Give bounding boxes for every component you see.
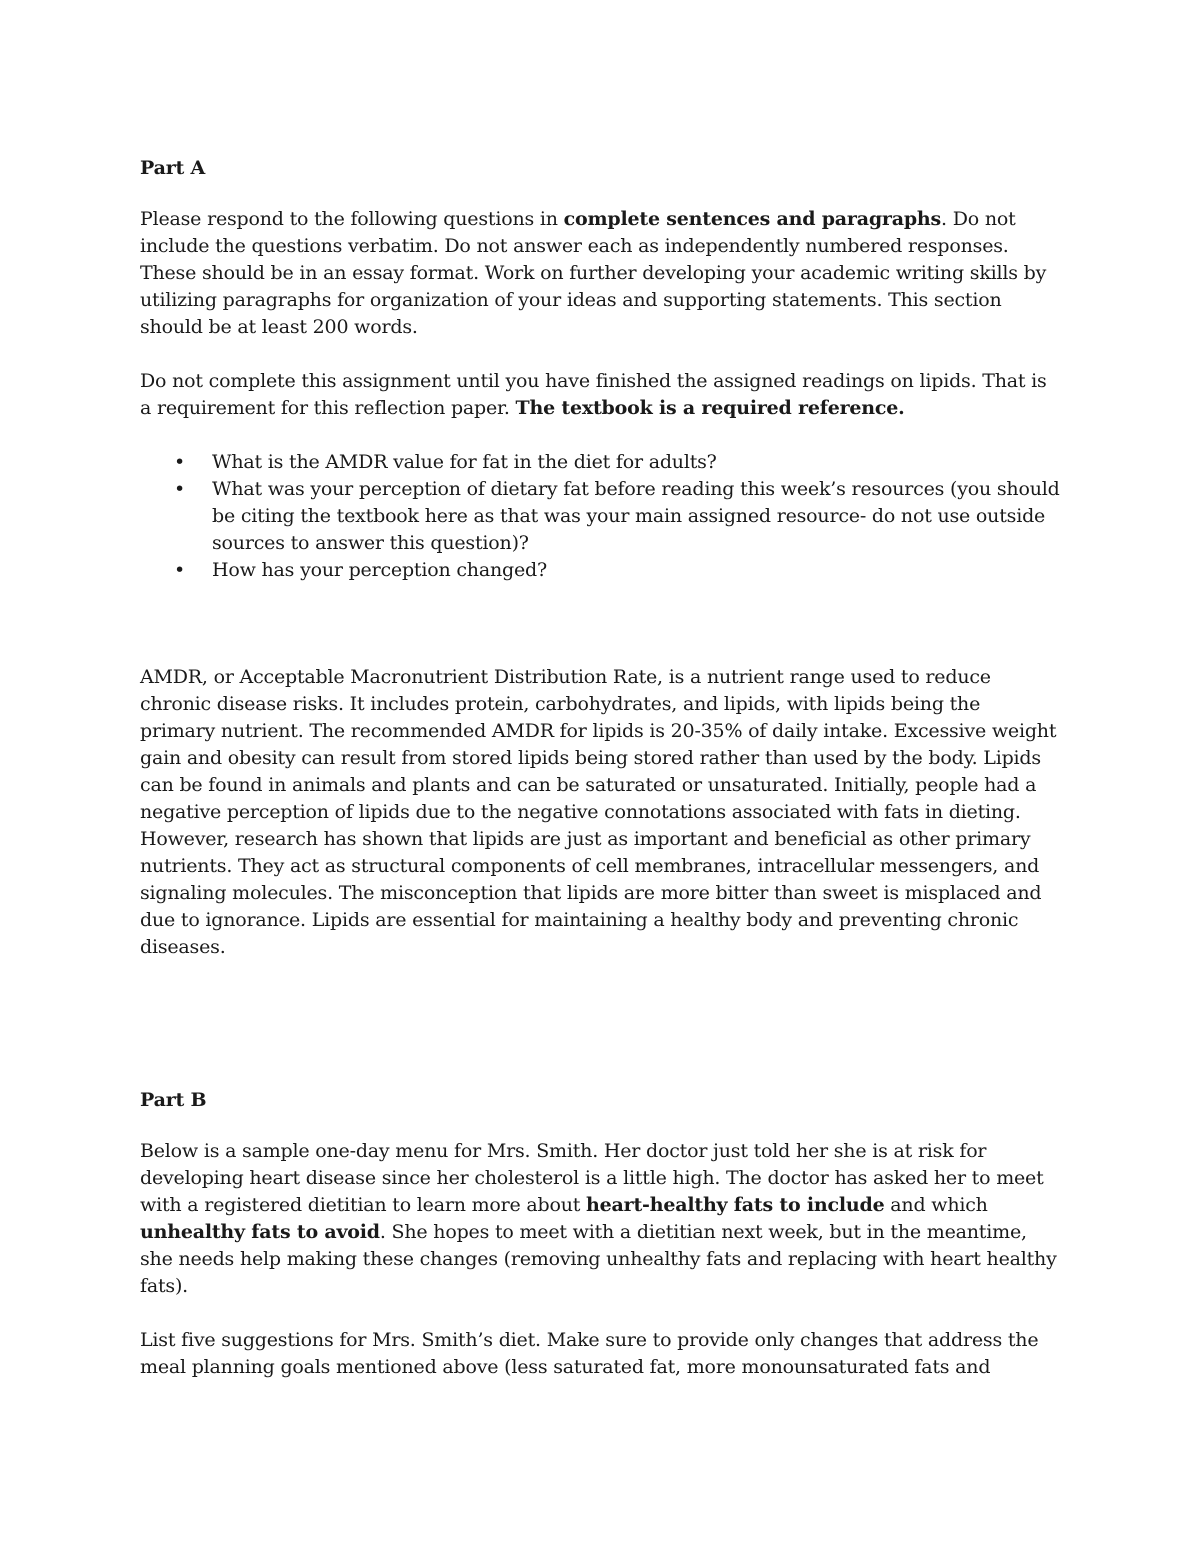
list-item xyxy=(140,449,1060,476)
question-text: How has your perception changed? xyxy=(212,559,547,581)
part-b-task: List five suggestions for Mrs. Smith’s diet. Make sure to provide only changes that address the meal planning goals mentioned above (less saturated fat, more monounsaturated fats and xyxy=(140,1329,1039,1378)
instructions-text-1: Please respond to the following questions in xyxy=(140,208,564,230)
question-text: What is the AMDR value for fat in the diet for adults? xyxy=(212,451,717,473)
question-text: What was your perception of dietary fat before reading this week’s resources (you should be citing the textbook here as that was your main assigned resource- do not use outside sources to answer this question)? xyxy=(212,478,1060,554)
requirement-text: Do not complete this assignment until you have finished the assigned readings on lipids. That is a requirement for this reflection paper. xyxy=(140,370,1047,419)
part-b-intro xyxy=(140,1138,1060,1300)
intro-bold-1: heart-healthy fats to include xyxy=(586,1194,885,1216)
intro-text-2: and which xyxy=(884,1194,988,1216)
part-a-requirement xyxy=(140,368,1060,422)
intro-text-3: . She hopes to meet with a dietitian next week, but in the meantime, she needs help making these changes (removing unhealthy fats and replacing with heart healthy fats). xyxy=(140,1221,1057,1297)
bullet-icon: • xyxy=(174,451,186,473)
intro-bold-2: unhealthy fats to avoid xyxy=(140,1221,380,1243)
spacer xyxy=(140,961,1060,1084)
bullet-icon: • xyxy=(174,559,186,581)
instructions-bold-1: complete sentences and paragraphs xyxy=(563,208,942,230)
spacer xyxy=(140,584,1060,664)
part-b-heading: Part B xyxy=(140,1089,207,1111)
part-a-instructions xyxy=(140,206,1060,341)
part-a-answer: AMDR, or Acceptable Macronutrient Distribution Rate, is a nutrient range used to reduce chronic disease risks. It includes protein, carbohydrates, and lipids, with lipids being the primary nutrient. The recommended AMDR for lipids is 20-35% of daily intake. Excessive weight gain and obesity can result from stored lipids being stored rather than used by the body. Lipids can be found in animals and plants and can be saturated or unsaturated. Initially, people had a negative perception of lipids due to the negative connotations associated with fats in dieting. However, research has shown that lipids are just as important and beneficial as other primary nutrients. They act as structural components of cell membranes, intracellular messengers, and signaling molecules. The misconception that lipids are more bitter than sweet is misplaced and due to ignorance. Lipids are essential for maintaining a healthy body and preventing chronic diseases. xyxy=(140,666,1057,958)
document-body xyxy=(140,152,1060,1381)
requirement-bold: The textbook is a required reference. xyxy=(515,397,905,419)
list-item xyxy=(140,476,1060,557)
list-item xyxy=(140,557,1060,584)
question-list xyxy=(140,449,1060,584)
part-a-heading: Part A xyxy=(140,157,206,179)
intro-text-1: Below is a sample one-day menu for Mrs. Smith. Her doctor just told her she is at risk for developing heart disease since her cholesterol is a little high. The doctor has asked her to meet with a registered dietitian to learn more about xyxy=(140,1140,1044,1216)
instructions-text-2: . Do not include the questions verbatim. Do not answer each as independently numbered responses. These should be in an essay format. Work on further developing your academic writing skills by utilizing paragraphs for organization of your ideas and supporting statements. This section should be at least 200 words. xyxy=(140,208,1047,338)
bullet-icon: • xyxy=(174,478,186,500)
